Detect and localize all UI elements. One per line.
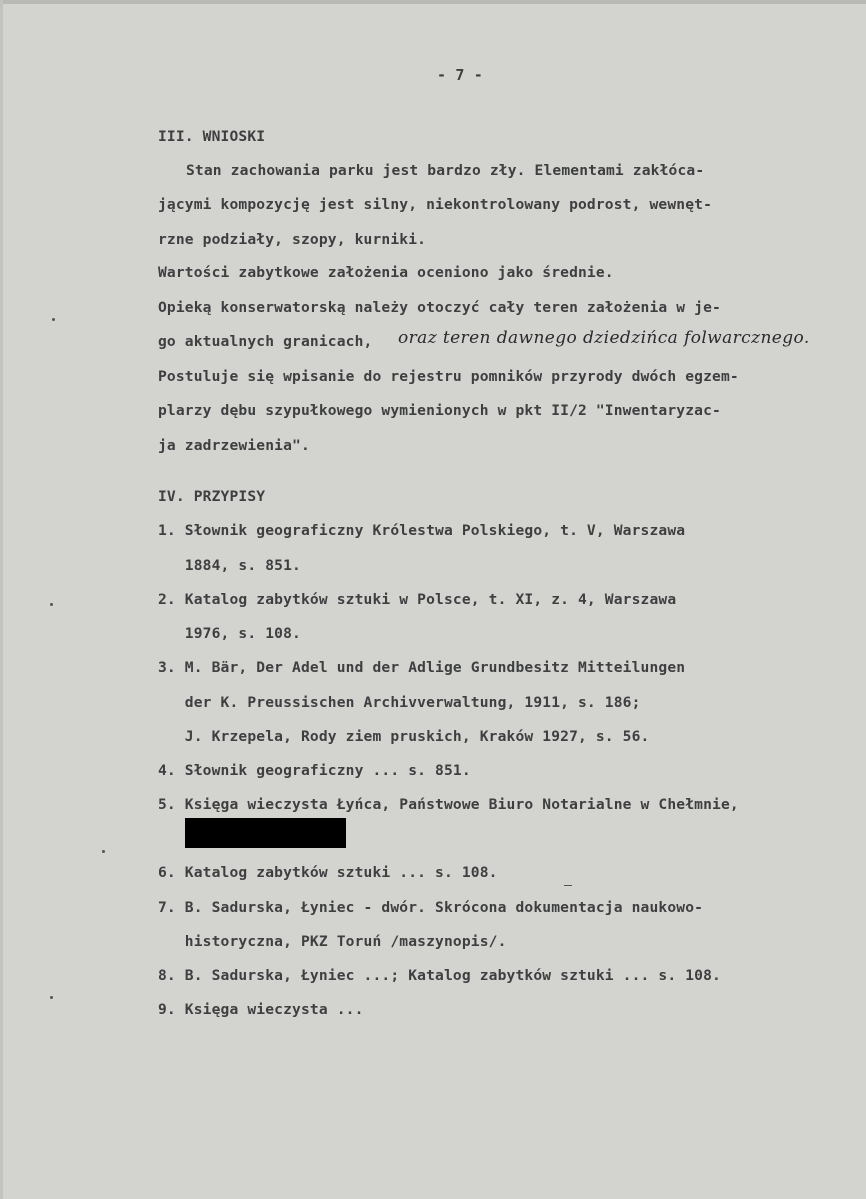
conclusion-line: go aktualnych granicach,	[158, 333, 373, 350]
conclusion-line: Stan zachowania parku jest bardzo zły. Elementami zakłóca-	[186, 162, 705, 179]
section-heading-conclusions: III. WNIOSKI	[158, 128, 266, 145]
punch-mark	[50, 603, 53, 606]
section-heading-footnotes: IV. PRZYPISY	[158, 488, 266, 505]
conclusion-line: ja zadrzewienia".	[158, 437, 310, 454]
conclusion-line: plarzy dębu szypułkowego wymienionych w pkt II/2 "Inwentaryzac-	[158, 402, 721, 419]
footnote-line: 7. B. Sadurska, Łyniec - dwór. Skrócona dokumentacja naukowo-	[158, 899, 704, 916]
punch-mark	[50, 996, 53, 999]
page-number: - 7 -	[437, 66, 483, 84]
stray-mark	[564, 885, 572, 886]
footnote-line: 1. Słownik geograficzny Królestwa Polskiego, t. V, Warszawa	[158, 522, 686, 539]
footnote-line: 1976, s. 108.	[158, 625, 301, 642]
conclusion-line: Wartości zabytkowe założenia oceniono jako średnie.	[158, 264, 614, 281]
page-edge	[0, 0, 866, 4]
handwritten-addition: oraz teren dawnego dziedzińca folwarcznego.	[398, 328, 810, 348]
page-edge-left	[0, 0, 3, 1199]
redaction-bar	[185, 818, 346, 848]
footnote-line: 5. Księga wieczysta Łyńca, Państwowe Biuro Notarialne w Chełmnie,	[158, 796, 739, 813]
footnote-line: J. Krzepela, Rody ziem pruskich, Kraków 1927, s. 56.	[158, 728, 650, 745]
punch-mark	[52, 318, 55, 321]
conclusion-line: Postuluje się wpisanie do rejestru pomników przyrody dwóch egzem-	[158, 368, 739, 385]
conclusion-line: rzne podziały, szopy, kurniki.	[158, 231, 427, 248]
footnote-line: 6. Katalog zabytków sztuki ... s. 108.	[158, 864, 498, 881]
conclusion-line: jącymi kompozycję jest silny, niekontrolowany podrost, wewnęt-	[158, 196, 713, 213]
conclusion-line: Opieką konserwatorską należy otoczyć cały teren założenia w je-	[158, 299, 721, 316]
punch-mark	[102, 850, 105, 853]
footnote-line: der K. Preussischen Archivverwaltung, 1911, s. 186;	[158, 694, 641, 711]
footnote-line: historyczna, PKZ Toruń /maszynopis/.	[158, 933, 507, 950]
footnote-line: 9. Księga wieczysta ...	[158, 1001, 364, 1018]
footnote-line: 3. M. Bär, Der Adel und der Adlige Grundbesitz Mitteilungen	[158, 659, 686, 676]
footnote-line: 2. Katalog zabytków sztuki w Polsce, t. XI, z. 4, Warszawa	[158, 591, 677, 608]
footnote-line: 8. B. Sadurska, Łyniec ...; Katalog zabytków sztuki ... s. 108.	[158, 967, 721, 984]
footnote-line: 1884, s. 851.	[158, 557, 301, 574]
footnote-line: 4. Słownik geograficzny ... s. 851.	[158, 762, 471, 779]
